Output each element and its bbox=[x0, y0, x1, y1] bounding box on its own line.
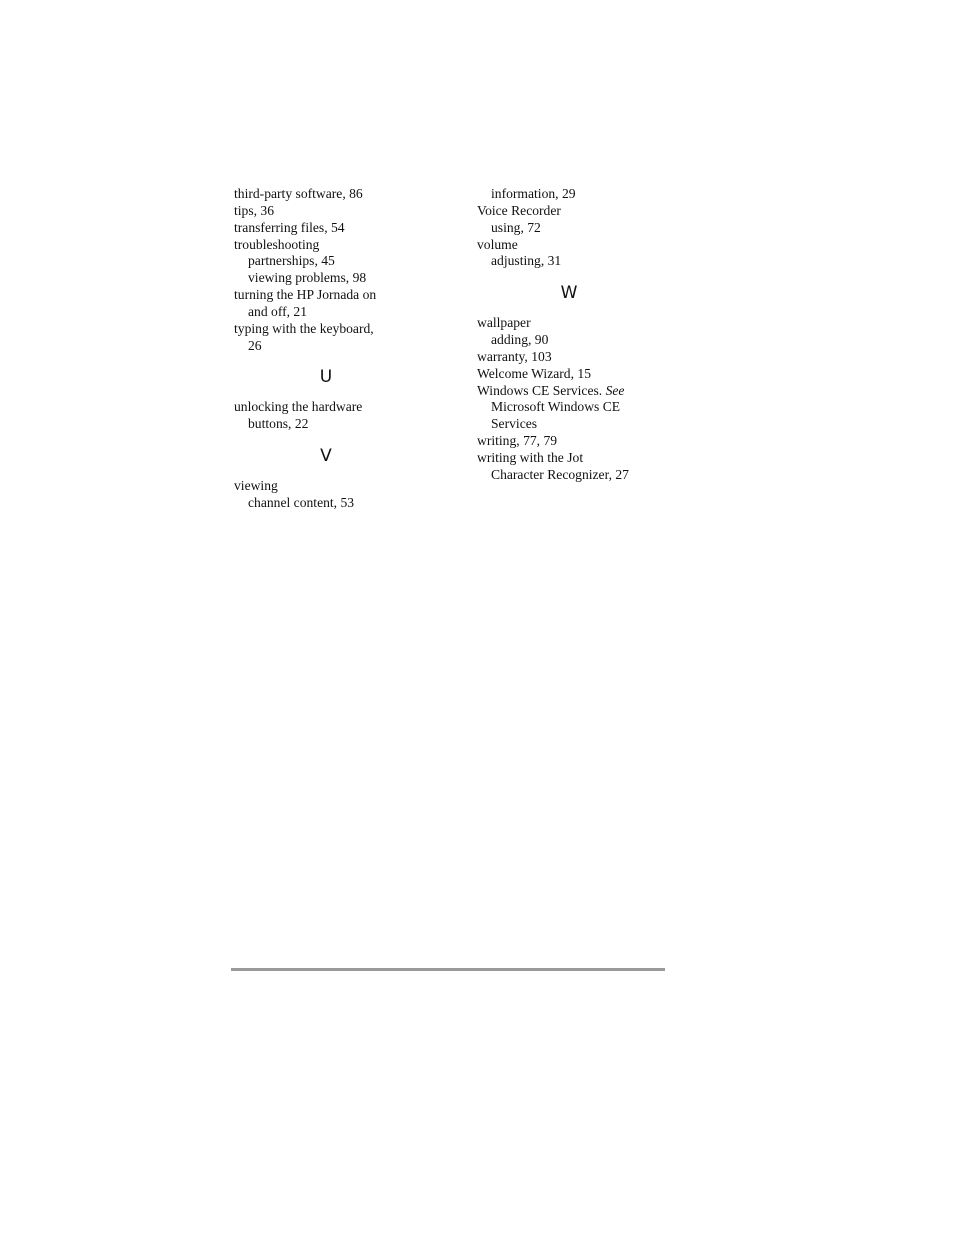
index-entry: volume bbox=[477, 236, 518, 252]
index-entry bbox=[477, 383, 677, 400]
index-entry-continuation: buttons, 22 bbox=[248, 416, 309, 432]
index-subentry: viewing problems, 98 bbox=[248, 270, 367, 286]
index-subentry: information, 29 bbox=[491, 186, 576, 201]
index-entry: wallpaper bbox=[477, 315, 531, 331]
index-column-right bbox=[477, 186, 677, 484]
index-entry-continuation: Microsoft Windows CE bbox=[491, 399, 621, 415]
index-entry-text: Windows CE Services. bbox=[477, 382, 606, 398]
index-subentry: adding, 90 bbox=[491, 332, 549, 348]
index-entry: warranty, 103 bbox=[477, 348, 552, 364]
section-letter-w: W bbox=[560, 283, 578, 304]
index-entry-continuation: Services bbox=[491, 416, 538, 432]
index-column-left bbox=[234, 186, 434, 512]
index-entry-continuation: 26 bbox=[248, 337, 262, 353]
footer-rule bbox=[231, 968, 665, 971]
section-letter-v: V bbox=[320, 446, 332, 467]
index-entry: writing with the Jot bbox=[477, 449, 584, 465]
index-entry-continuation: Character Recognizer, 27 bbox=[491, 466, 629, 482]
index-entry: turning the HP Jornada on bbox=[234, 287, 377, 303]
section-letter-u: U bbox=[319, 367, 333, 388]
index-entry: tips, 36 bbox=[234, 202, 275, 218]
see-reference: See bbox=[605, 382, 625, 398]
index-entry: Welcome Wizard, 15 bbox=[477, 365, 591, 381]
index-subentry: adjusting, 31 bbox=[491, 253, 562, 269]
index-subentry: channel content, 53 bbox=[248, 494, 355, 510]
index-subentry: partnerships, 45 bbox=[248, 253, 335, 269]
index-entry: transferring files, 54 bbox=[234, 219, 345, 235]
index-entry: third-party software, 86 bbox=[234, 186, 363, 201]
index-subentry: using, 72 bbox=[491, 219, 541, 235]
index-entry: writing, 77, 79 bbox=[477, 433, 558, 449]
index-entry: Voice Recorder bbox=[477, 202, 561, 218]
index-entry: troubleshooting bbox=[234, 236, 320, 252]
index-entry: unlocking the hardware bbox=[234, 399, 363, 415]
index-entry-continuation: and off, 21 bbox=[248, 303, 308, 319]
index-entry: typing with the keyboard, bbox=[234, 320, 374, 336]
index-entry: viewing bbox=[234, 478, 278, 494]
